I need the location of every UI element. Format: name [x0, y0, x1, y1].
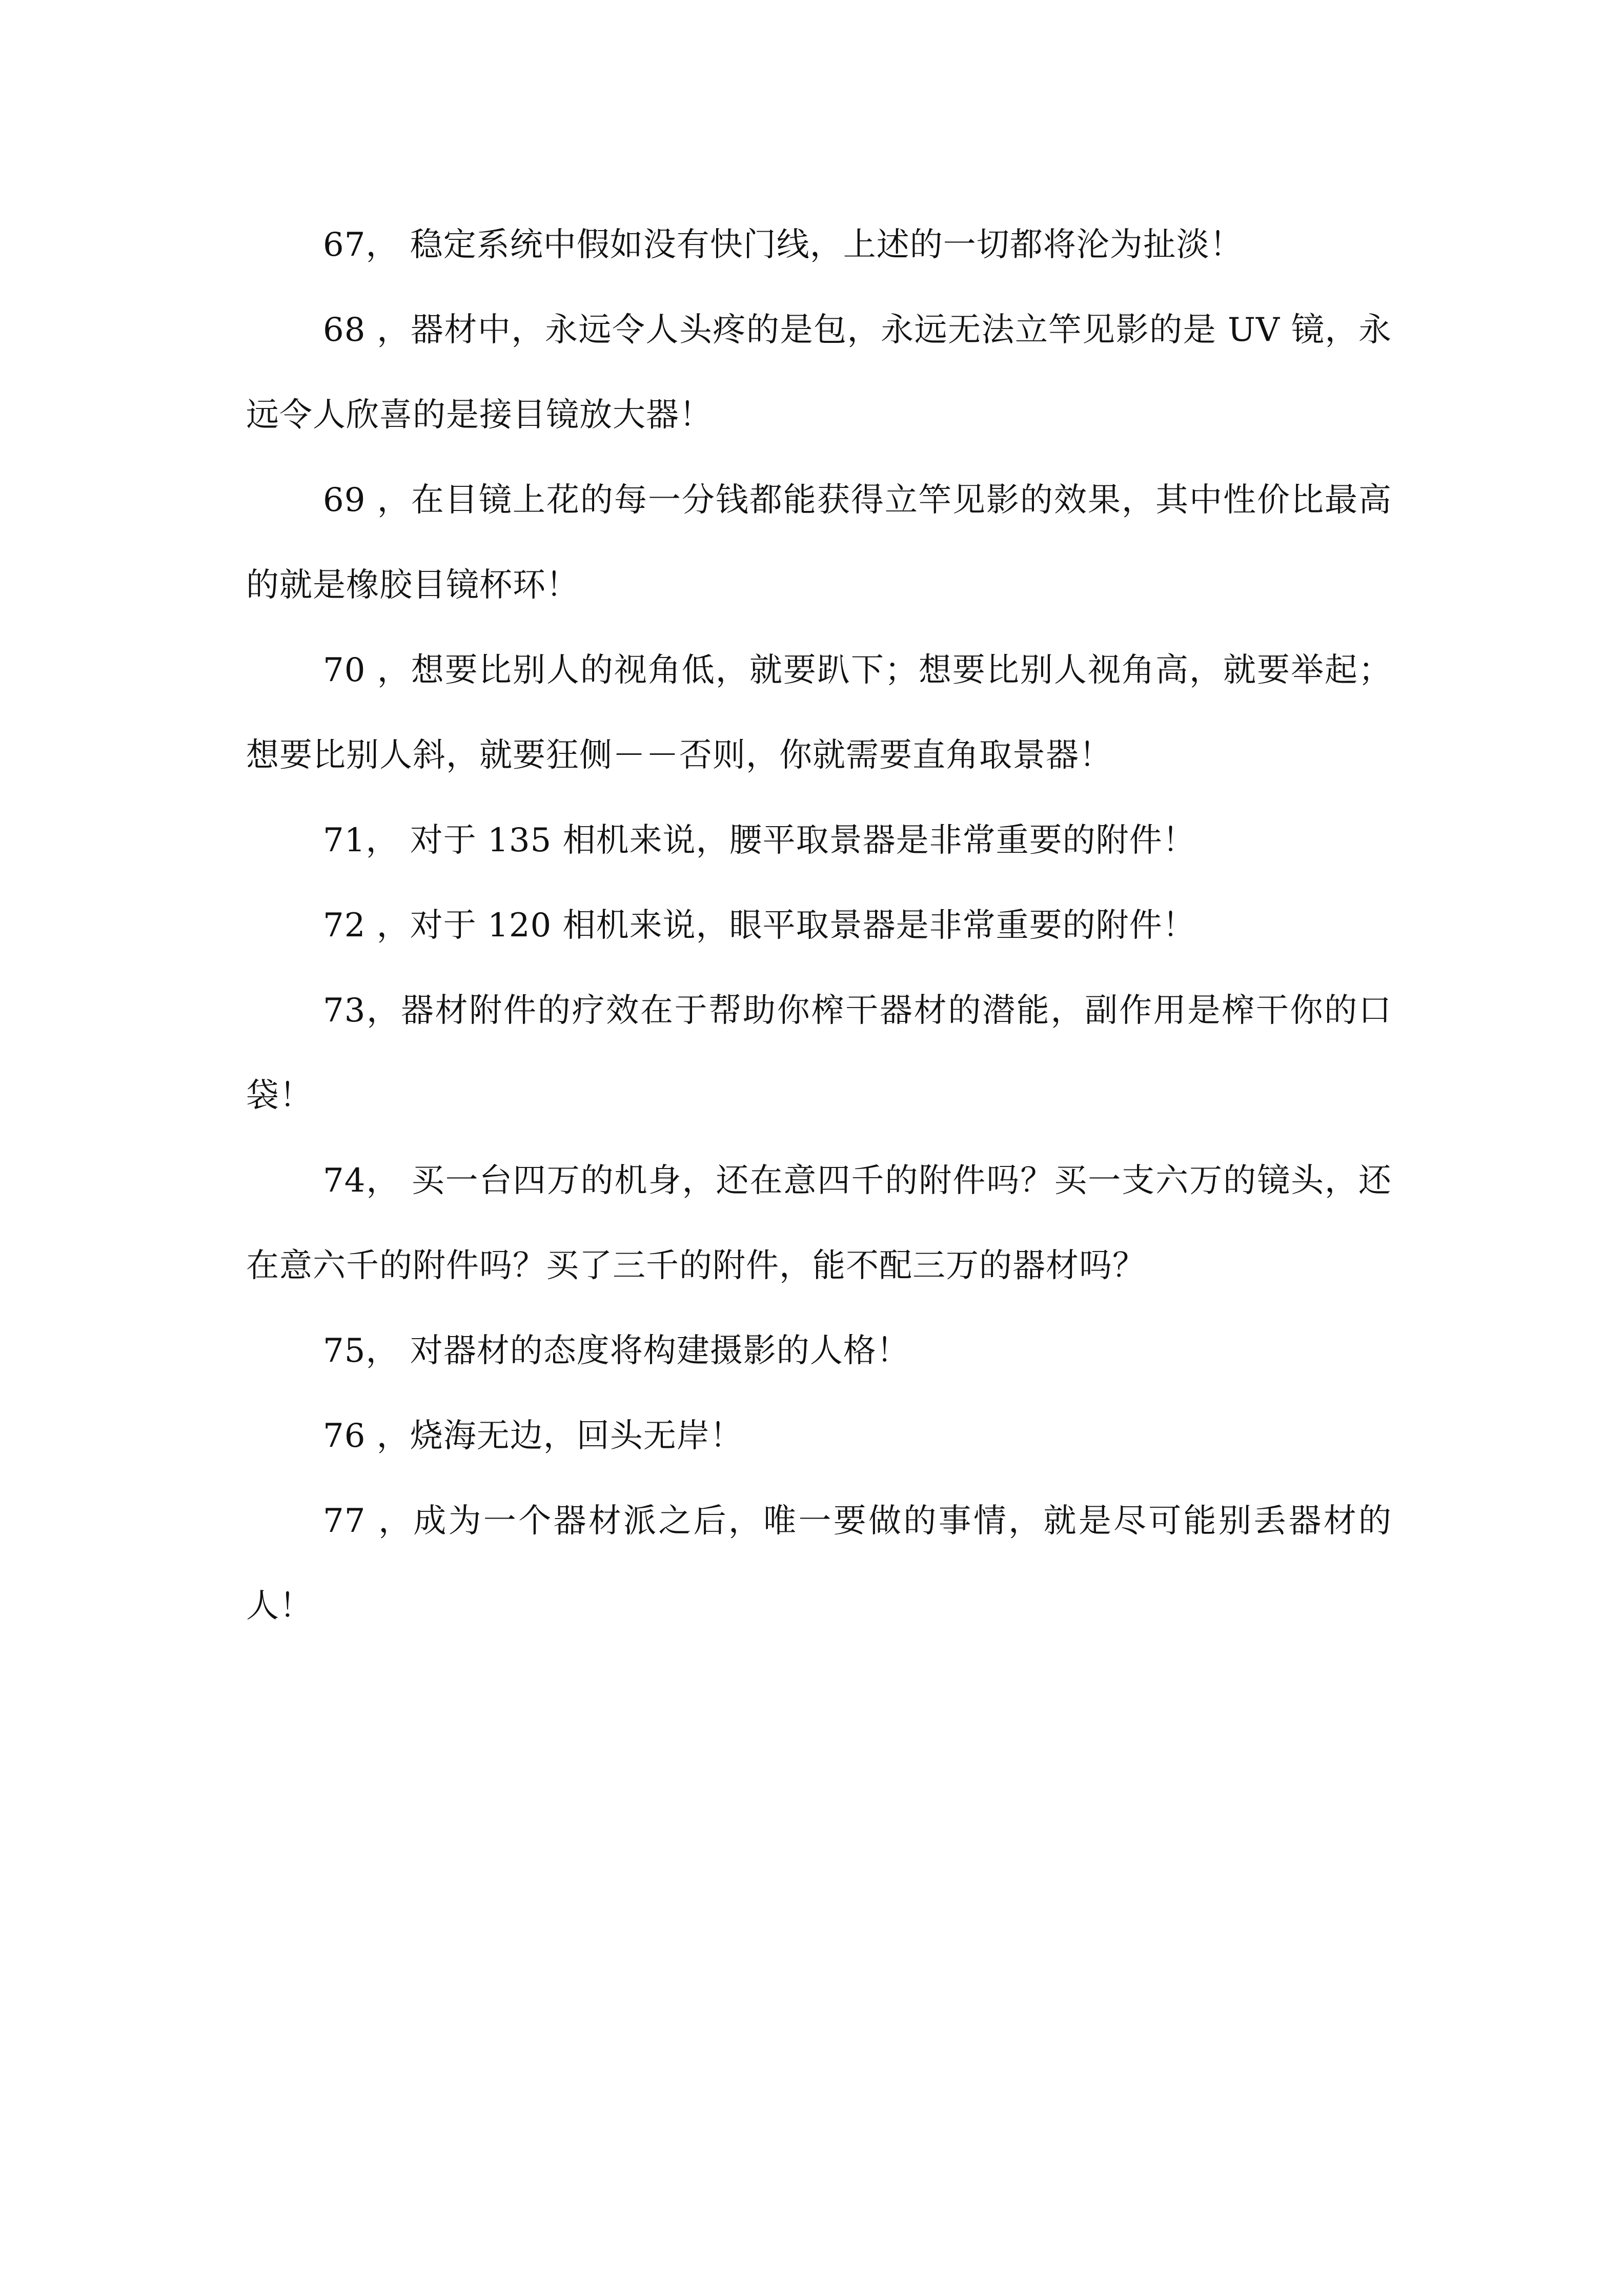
paragraph-68: 68 ，器材中，永远令人头疼的是包，永远无法立竿见影的是 UV 镜，永远令人欣喜的是接目镜放大器！: [246, 311, 1392, 434]
paragraph-74: 74， 买一台四万的机身，还在意四千的附件吗？买一支六万的镜头，还在意六千的附件吗？买了三千的附件，能不配三万的器材吗？: [246, 1162, 1392, 1285]
paragraph-71: 71， 对于 135 相机来说，腰平取景器是非常重要的附件！: [323, 822, 1196, 859]
paragraph-72: 72 ，对于 120 相机来说，眼平取景器是非常重要的附件！: [323, 907, 1196, 945]
paragraph-75: 75， 对器材的态度将构建摄影的人格！: [323, 1332, 910, 1370]
paragraph-76: 76 ，烧海无边，回头无岸！: [323, 1417, 743, 1455]
paragraph-67: 67， 稳定系统中假如没有快门线，上述的一切都将沦为扯淡！: [323, 226, 1243, 264]
paragraph-73: 73，器材附件的疗效在于帮助你榨干器材的潜能，副作用是榨干你的口袋！: [246, 992, 1392, 1115]
paragraph-70: 70 ，想要比别人的视角低，就要趴下；想要比别人视角高，就要举起；想要比别人斜，就要狂侧－－否则，你就需要直角取景器！: [246, 651, 1392, 774]
document-body: [246, 202, 1392, 1649]
paragraph-69: 69 ，在目镜上花的每一分钱都能获得立竿见影的效果，其中性价比最高的就是橡胶目镜杯环！: [246, 481, 1392, 604]
paragraph-77: 77 ，成为一个器材派之后，唯一要做的事情，就是尽可能别丢器材的人！: [246, 1502, 1392, 1625]
